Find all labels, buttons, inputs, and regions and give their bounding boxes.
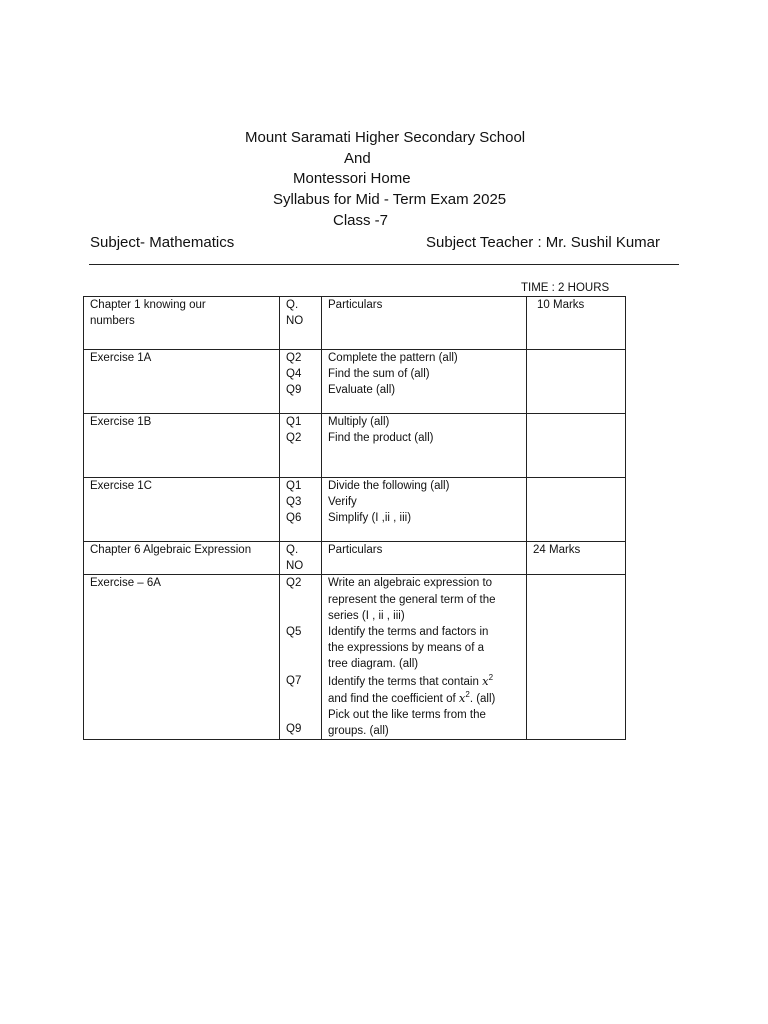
qno-cell: Q. NO [280, 542, 322, 575]
chapter-cell: Exercise 1B [84, 414, 280, 478]
particulars-cell: Particulars [322, 542, 527, 575]
math-variable: x [482, 673, 489, 688]
particulars-cell: Write an algebraic expression to represent the general term of the series (I , ii , iii) Identify the terms and factors in the expressions by means of a tree diagram. (all) Identify the terms that contain $x^2$ and find the coefficient of $x^2$. (all) Pick out the like terms from the groups. (all) [322, 575, 527, 740]
particulars-cell: Complete the pattern (all) Find the sum of (all) Evaluate (all) [322, 350, 527, 414]
qno-cell: Q1 Q3 Q6 [280, 478, 322, 542]
particulars-cell: Divide the following (all) Verify Simplify (I ,ii , iii) [322, 478, 527, 542]
qno-cell: Q1 Q2 [280, 414, 322, 478]
particulars-cell: Particulars [322, 297, 527, 350]
school-name: Mount Saramati Higher Secondary School [245, 129, 526, 146]
marks-cell [527, 350, 626, 414]
table-row [84, 297, 626, 350]
syllabus-table [83, 296, 626, 740]
marks-cell [527, 575, 626, 740]
syllabus-title: Syllabus for Mid - Term Exam 2025 [273, 191, 507, 208]
and-line: And [344, 150, 371, 167]
header-divider [89, 264, 679, 265]
qno-cell: Q2 Q4 Q9 [280, 350, 322, 414]
math-exponent: 2 [465, 690, 470, 699]
qno-cell: Q. NO [280, 297, 322, 350]
marks-cell: 10 Marks [527, 297, 626, 350]
particulars-cell: Multiply (all) Find the product (all) [322, 414, 527, 478]
class-line: Class -7 [333, 212, 389, 229]
exam-time: TIME : 2 HOURS [521, 282, 610, 294]
chapter-cell: Exercise 1A [84, 350, 280, 414]
qno-cell: Q2 Q5 Q7 Q9 [280, 575, 322, 740]
subject-label: Subject- Mathematics [90, 234, 235, 251]
montessori-line: Montessori Home [293, 170, 411, 187]
marks-cell: 24 Marks [527, 542, 626, 575]
table-row [84, 575, 626, 740]
chapter-cell: Chapter 6 Algebraic Expression [84, 542, 280, 575]
teacher-label: Subject Teacher : Mr. Sushil Kumar [426, 234, 660, 251]
table-row [84, 350, 626, 414]
math-exponent: 2 [488, 672, 494, 682]
math-variable: x [458, 690, 466, 705]
marks-cell [527, 478, 626, 542]
marks-cell [527, 414, 626, 478]
chapter-cell: Chapter 1 knowing our numbers [84, 297, 280, 350]
chapter-cell: Exercise 1C [84, 478, 280, 542]
table-row [84, 542, 626, 575]
table-row [84, 414, 626, 478]
chapter-cell: Exercise – 6A [84, 575, 280, 740]
table-row [84, 478, 626, 542]
